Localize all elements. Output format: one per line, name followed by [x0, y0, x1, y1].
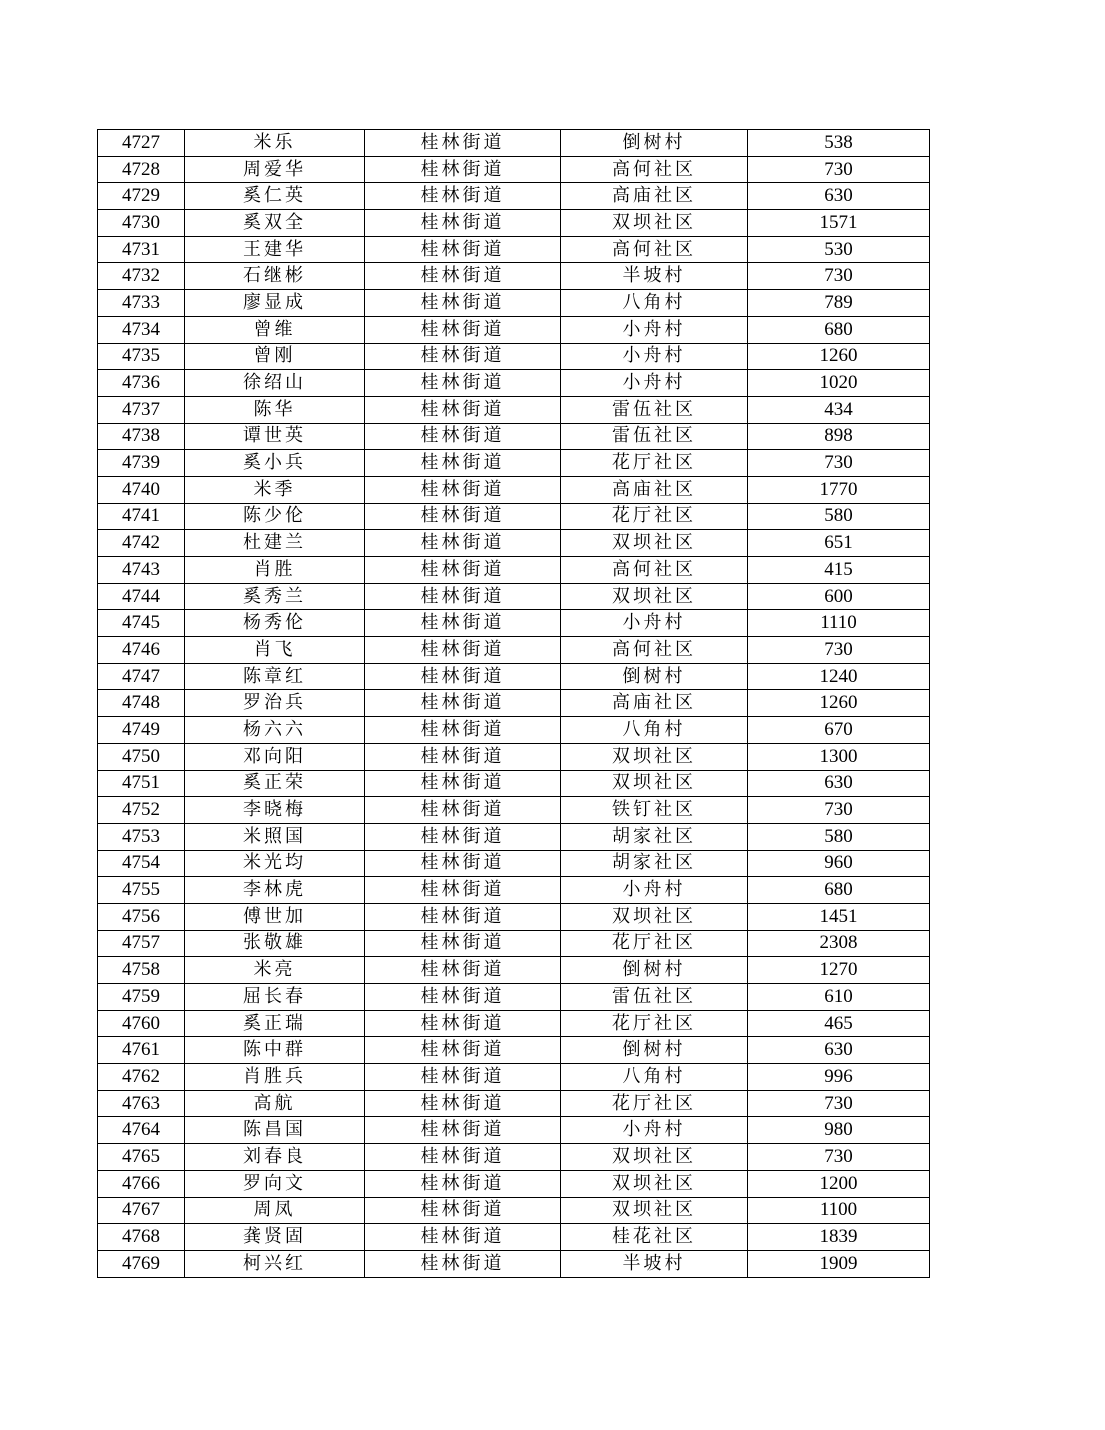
cell-name: 米亮 — [185, 957, 365, 984]
table-row — [98, 663, 930, 690]
cell-name: 奚正瑞 — [185, 1010, 365, 1037]
cell-name: 刘春良 — [185, 1144, 365, 1171]
cell-number: 4769 — [98, 1250, 185, 1277]
table-row — [98, 130, 930, 157]
cell-number: 4736 — [98, 370, 185, 397]
cell-community: 高何社区 — [561, 156, 748, 183]
cell-community: 小舟村 — [561, 370, 748, 397]
cell-name: 屈长春 — [185, 984, 365, 1011]
cell-number: 4732 — [98, 263, 185, 290]
table-row — [98, 503, 930, 530]
cell-community: 倒树村 — [561, 663, 748, 690]
cell-street: 桂林街道 — [365, 183, 561, 210]
cell-community: 胡家社区 — [561, 850, 748, 877]
table-row — [98, 236, 930, 263]
cell-amount: 996 — [748, 1064, 930, 1091]
cell-community: 倒树村 — [561, 1037, 748, 1064]
table-row — [98, 717, 930, 744]
cell-street: 桂林街道 — [365, 903, 561, 930]
cell-amount: 630 — [748, 770, 930, 797]
cell-name: 奚双全 — [185, 210, 365, 237]
table-row — [98, 343, 930, 370]
cell-number: 4745 — [98, 610, 185, 637]
cell-amount: 1020 — [748, 370, 930, 397]
cell-street: 桂林街道 — [365, 210, 561, 237]
cell-street: 桂林街道 — [365, 1010, 561, 1037]
cell-community: 高庙社区 — [561, 690, 748, 717]
cell-name: 王建华 — [185, 236, 365, 263]
cell-street: 桂林街道 — [365, 1197, 561, 1224]
cell-amount: 1909 — [748, 1250, 930, 1277]
table-row — [98, 210, 930, 237]
cell-community: 花厅社区 — [561, 503, 748, 530]
cell-number: 4731 — [98, 236, 185, 263]
table-row — [98, 1037, 930, 1064]
cell-street: 桂林街道 — [365, 1064, 561, 1091]
cell-amount: 538 — [748, 130, 930, 157]
cell-amount: 730 — [748, 637, 930, 664]
table-row — [98, 637, 930, 664]
table-row — [98, 1117, 930, 1144]
cell-street: 桂林街道 — [365, 717, 561, 744]
table-row — [98, 903, 930, 930]
cell-number: 4730 — [98, 210, 185, 237]
cell-community: 雷伍社区 — [561, 984, 748, 1011]
cell-name: 周爱华 — [185, 156, 365, 183]
cell-amount: 1571 — [748, 210, 930, 237]
cell-number: 4742 — [98, 530, 185, 557]
cell-street: 桂林街道 — [365, 343, 561, 370]
table-row — [98, 850, 930, 877]
cell-street: 桂林街道 — [365, 1090, 561, 1117]
cell-number: 4753 — [98, 823, 185, 850]
cell-name: 高航 — [185, 1090, 365, 1117]
cell-street: 桂林街道 — [365, 1117, 561, 1144]
table-row — [98, 1064, 930, 1091]
cell-community: 小舟村 — [561, 877, 748, 904]
cell-number: 4755 — [98, 877, 185, 904]
cell-community: 高何社区 — [561, 557, 748, 584]
cell-amount: 1270 — [748, 957, 930, 984]
cell-amount: 465 — [748, 1010, 930, 1037]
cell-street: 桂林街道 — [365, 663, 561, 690]
cell-street: 桂林街道 — [365, 263, 561, 290]
cell-community: 八角村 — [561, 1064, 748, 1091]
cell-number: 4750 — [98, 743, 185, 770]
table-row — [98, 1224, 930, 1251]
cell-number: 4756 — [98, 903, 185, 930]
cell-name: 杨秀伦 — [185, 610, 365, 637]
cell-amount: 434 — [748, 396, 930, 423]
cell-number: 4738 — [98, 423, 185, 450]
cell-number: 4734 — [98, 316, 185, 343]
cell-street: 桂林街道 — [365, 930, 561, 957]
table-row — [98, 1250, 930, 1277]
cell-street: 桂林街道 — [365, 423, 561, 450]
cell-number: 4729 — [98, 183, 185, 210]
table-row — [98, 823, 930, 850]
cell-street: 桂林街道 — [365, 396, 561, 423]
table-row — [98, 530, 930, 557]
cell-street: 桂林街道 — [365, 1144, 561, 1171]
cell-amount: 2308 — [748, 930, 930, 957]
table-row — [98, 690, 930, 717]
cell-number: 4746 — [98, 637, 185, 664]
cell-name: 米光均 — [185, 850, 365, 877]
cell-street: 桂林街道 — [365, 690, 561, 717]
cell-street: 桂林街道 — [365, 1224, 561, 1251]
cell-community: 双坝社区 — [561, 210, 748, 237]
cell-street: 桂林街道 — [365, 957, 561, 984]
table-row — [98, 370, 930, 397]
cell-amount: 730 — [748, 156, 930, 183]
cell-name: 米乐 — [185, 130, 365, 157]
cell-name: 肖胜 — [185, 557, 365, 584]
cell-number: 4760 — [98, 1010, 185, 1037]
cell-amount: 1240 — [748, 663, 930, 690]
cell-community: 小舟村 — [561, 343, 748, 370]
cell-number: 4743 — [98, 557, 185, 584]
cell-community: 双坝社区 — [561, 583, 748, 610]
cell-amount: 580 — [748, 503, 930, 530]
cell-name: 邓向阳 — [185, 743, 365, 770]
cell-community: 小舟村 — [561, 316, 748, 343]
table-row — [98, 316, 930, 343]
cell-community: 高何社区 — [561, 236, 748, 263]
cell-amount: 1260 — [748, 343, 930, 370]
cell-name: 陈少伦 — [185, 503, 365, 530]
cell-community: 小舟村 — [561, 1117, 748, 1144]
cell-street: 桂林街道 — [365, 610, 561, 637]
table-row — [98, 930, 930, 957]
cell-amount: 600 — [748, 583, 930, 610]
cell-name: 肖胜兵 — [185, 1064, 365, 1091]
cell-street: 桂林街道 — [365, 770, 561, 797]
cell-number: 4764 — [98, 1117, 185, 1144]
cell-amount: 730 — [748, 1090, 930, 1117]
cell-amount: 680 — [748, 877, 930, 904]
cell-amount: 730 — [748, 263, 930, 290]
cell-name: 张敬雄 — [185, 930, 365, 957]
cell-number: 4748 — [98, 690, 185, 717]
cell-street: 桂林街道 — [365, 236, 561, 263]
table-row — [98, 877, 930, 904]
cell-number: 4728 — [98, 156, 185, 183]
table-row — [98, 423, 930, 450]
cell-name: 米季 — [185, 476, 365, 503]
table-row — [98, 743, 930, 770]
cell-amount: 730 — [748, 797, 930, 824]
cell-community: 雷伍社区 — [561, 423, 748, 450]
cell-community: 倒树村 — [561, 957, 748, 984]
cell-community: 半坡村 — [561, 1250, 748, 1277]
cell-number: 4761 — [98, 1037, 185, 1064]
cell-number: 4752 — [98, 797, 185, 824]
table-row — [98, 770, 930, 797]
cell-number: 4765 — [98, 1144, 185, 1171]
cell-name: 李林虎 — [185, 877, 365, 904]
cell-community: 花厅社区 — [561, 450, 748, 477]
cell-street: 桂林街道 — [365, 370, 561, 397]
cell-number: 4754 — [98, 850, 185, 877]
cell-amount: 680 — [748, 316, 930, 343]
cell-community: 倒树村 — [561, 130, 748, 157]
cell-street: 桂林街道 — [365, 823, 561, 850]
table-row — [98, 957, 930, 984]
cell-community: 双坝社区 — [561, 770, 748, 797]
cell-number: 4757 — [98, 930, 185, 957]
cell-number: 4735 — [98, 343, 185, 370]
cell-name: 廖显成 — [185, 290, 365, 317]
cell-amount: 898 — [748, 423, 930, 450]
cell-community: 双坝社区 — [561, 1170, 748, 1197]
cell-name: 杨六六 — [185, 717, 365, 744]
cell-amount: 530 — [748, 236, 930, 263]
cell-name: 李晓梅 — [185, 797, 365, 824]
table-row — [98, 1144, 930, 1171]
cell-amount: 1100 — [748, 1197, 930, 1224]
cell-amount: 1839 — [748, 1224, 930, 1251]
table-row — [98, 1090, 930, 1117]
cell-street: 桂林街道 — [365, 476, 561, 503]
cell-amount: 730 — [748, 450, 930, 477]
table-row — [98, 450, 930, 477]
cell-number: 4744 — [98, 583, 185, 610]
cell-number: 4763 — [98, 1090, 185, 1117]
cell-number: 4766 — [98, 1170, 185, 1197]
cell-name: 米照国 — [185, 823, 365, 850]
table-row — [98, 263, 930, 290]
cell-name: 肖飞 — [185, 637, 365, 664]
table-row — [98, 290, 930, 317]
table-row — [98, 183, 930, 210]
cell-number: 4733 — [98, 290, 185, 317]
cell-number: 4727 — [98, 130, 185, 157]
cell-name: 柯兴红 — [185, 1250, 365, 1277]
cell-street: 桂林街道 — [365, 156, 561, 183]
cell-name: 龚贤固 — [185, 1224, 365, 1251]
cell-community: 花厅社区 — [561, 1010, 748, 1037]
cell-community: 胡家社区 — [561, 823, 748, 850]
cell-name: 曾刚 — [185, 343, 365, 370]
cell-amount: 980 — [748, 1117, 930, 1144]
table-row — [98, 583, 930, 610]
cell-amount: 670 — [748, 717, 930, 744]
cell-community: 八角村 — [561, 290, 748, 317]
cell-community: 雷伍社区 — [561, 396, 748, 423]
table-row — [98, 610, 930, 637]
cell-number: 4741 — [98, 503, 185, 530]
cell-street: 桂林街道 — [365, 984, 561, 1011]
cell-number: 4768 — [98, 1224, 185, 1251]
cell-community: 花厅社区 — [561, 1090, 748, 1117]
cell-number: 4759 — [98, 984, 185, 1011]
cell-community: 小舟村 — [561, 610, 748, 637]
cell-amount: 1110 — [748, 610, 930, 637]
cell-name: 奚仁英 — [185, 183, 365, 210]
cell-community: 铁钉社区 — [561, 797, 748, 824]
cell-name: 谭世英 — [185, 423, 365, 450]
cell-name: 石继彬 — [185, 263, 365, 290]
cell-community: 高庙社区 — [561, 476, 748, 503]
table-row — [98, 984, 930, 1011]
cell-street: 桂林街道 — [365, 450, 561, 477]
cell-name: 曾维 — [185, 316, 365, 343]
cell-number: 4749 — [98, 717, 185, 744]
cell-amount: 580 — [748, 823, 930, 850]
cell-community: 双坝社区 — [561, 1144, 748, 1171]
data-table — [97, 129, 930, 1278]
cell-name: 徐绍山 — [185, 370, 365, 397]
table-row — [98, 156, 930, 183]
cell-community: 花厅社区 — [561, 930, 748, 957]
cell-street: 桂林街道 — [365, 557, 561, 584]
cell-number: 4739 — [98, 450, 185, 477]
cell-number: 4737 — [98, 396, 185, 423]
cell-name: 周凤 — [185, 1197, 365, 1224]
cell-amount: 960 — [748, 850, 930, 877]
cell-street: 桂林街道 — [365, 130, 561, 157]
cell-community: 高庙社区 — [561, 183, 748, 210]
cell-street: 桂林街道 — [365, 850, 561, 877]
cell-name: 陈华 — [185, 396, 365, 423]
cell-number: 4762 — [98, 1064, 185, 1091]
cell-street: 桂林街道 — [365, 1037, 561, 1064]
table-row — [98, 797, 930, 824]
cell-name: 杜建兰 — [185, 530, 365, 557]
cell-name: 罗向文 — [185, 1170, 365, 1197]
cell-number: 4767 — [98, 1197, 185, 1224]
cell-name: 陈中群 — [185, 1037, 365, 1064]
table-row — [98, 396, 930, 423]
cell-amount: 789 — [748, 290, 930, 317]
cell-community: 桂花社区 — [561, 1224, 748, 1251]
cell-number: 4740 — [98, 476, 185, 503]
table-row — [98, 557, 930, 584]
cell-amount: 1770 — [748, 476, 930, 503]
cell-community: 双坝社区 — [561, 903, 748, 930]
cell-amount: 610 — [748, 984, 930, 1011]
table-row — [98, 476, 930, 503]
cell-street: 桂林街道 — [365, 797, 561, 824]
cell-name: 奚正荣 — [185, 770, 365, 797]
table-row — [98, 1197, 930, 1224]
cell-street: 桂林街道 — [365, 1170, 561, 1197]
cell-community: 双坝社区 — [561, 530, 748, 557]
cell-community: 半坡村 — [561, 263, 748, 290]
table-body — [98, 130, 930, 1278]
cell-street: 桂林街道 — [365, 877, 561, 904]
cell-name: 傅世加 — [185, 903, 365, 930]
cell-name: 罗治兵 — [185, 690, 365, 717]
cell-amount: 1260 — [748, 690, 930, 717]
cell-amount: 630 — [748, 183, 930, 210]
cell-street: 桂林街道 — [365, 1250, 561, 1277]
cell-community: 双坝社区 — [561, 743, 748, 770]
cell-number: 4758 — [98, 957, 185, 984]
cell-amount: 415 — [748, 557, 930, 584]
cell-number: 4747 — [98, 663, 185, 690]
cell-number: 4751 — [98, 770, 185, 797]
cell-name: 奚小兵 — [185, 450, 365, 477]
cell-street: 桂林街道 — [365, 290, 561, 317]
cell-community: 高何社区 — [561, 637, 748, 664]
cell-name: 陈昌国 — [185, 1117, 365, 1144]
cell-amount: 1200 — [748, 1170, 930, 1197]
cell-name: 陈章红 — [185, 663, 365, 690]
cell-name: 奚秀兰 — [185, 583, 365, 610]
cell-street: 桂林街道 — [365, 583, 561, 610]
cell-street: 桂林街道 — [365, 637, 561, 664]
table-row — [98, 1010, 930, 1037]
table-row — [98, 1170, 930, 1197]
cell-amount: 1300 — [748, 743, 930, 770]
cell-amount: 1451 — [748, 903, 930, 930]
cell-street: 桂林街道 — [365, 743, 561, 770]
cell-amount: 630 — [748, 1037, 930, 1064]
cell-community: 八角村 — [561, 717, 748, 744]
cell-amount: 730 — [748, 1144, 930, 1171]
cell-amount: 651 — [748, 530, 930, 557]
cell-street: 桂林街道 — [365, 530, 561, 557]
cell-community: 双坝社区 — [561, 1197, 748, 1224]
cell-street: 桂林街道 — [365, 503, 561, 530]
cell-street: 桂林街道 — [365, 316, 561, 343]
